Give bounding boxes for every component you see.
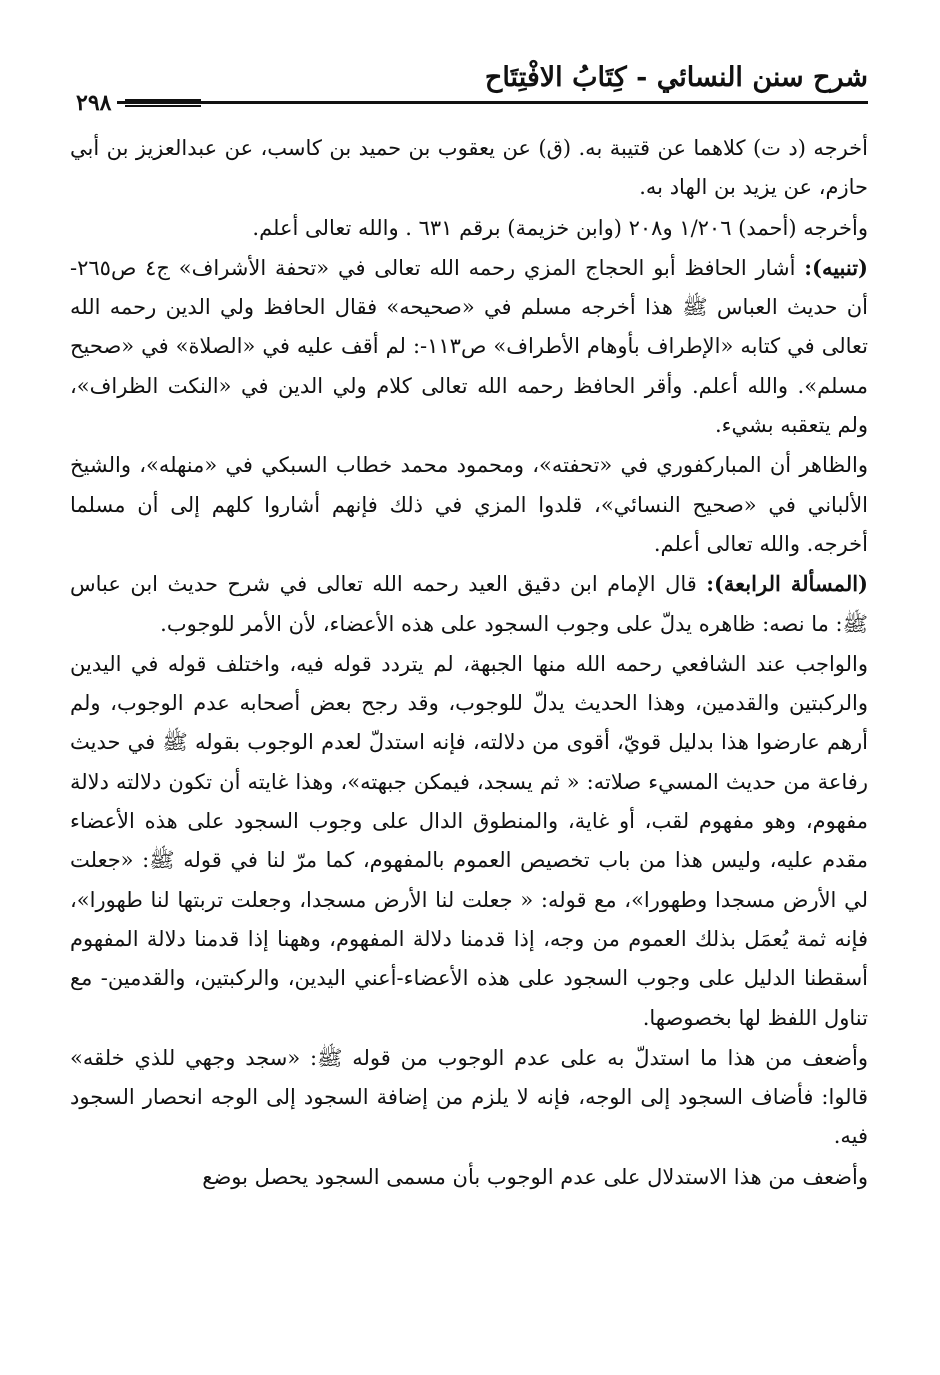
- paragraph-5-text: قال الإمام ابن دقيق العيد رحمه الله تعالى في شرح حديث ابن عباس ﷺ: ما نصه: ظاهره يدلّ على وجوب السجود على هذه الأعضاء، لأن الأمر للوجوب.: [70, 572, 868, 636]
- page-number-rules: [125, 95, 201, 111]
- paragraph-6-text: والواجب عند الشافعي رحمه الله منها الجبهة، لم يتردد قوله فيه، واختلف قوله في اليدين والركبتين والقدمين، وهذا الحديث يدلّ للوجوب، وقد رجح بعض أصحابه عدم الوجوب، ولم أرهم عارضوا هذا بدليل قويّ، أقوى من دلالته، فإنه استدلّ لعدم الوجوب بقوله ﷺ في حديث رفاعة من حديث المسيء صلاته: « ثم يسجد، فيمكن جبهته»، وهذا غايته أن تكون دلالته دلالة مفهوم، وهو مفهوم لقب، أو غاية، والمنطوق الدال على وجوب السجود على هذه الأعضاء مقدم عليه، وليس هذا من باب تخصيص العموم بالمفهوم، كما مرّ لنا في قوله ﷺ: «جعلت لي الأرض مسجدا وطهورا»، مع قوله: « جعلت لنا الأرض مسجدا، وجعلت تربتها لنا طهورا»، فإنه ثمة يُعمَل بذلك العموم من وجه، إذا قدمنا دلالة المفهوم، وههنا إذا قدمنا دلالة المفهوم أسقطنا الدليل على وجوب السجود على هذه الأعضاء-أعني اليدين، والركبتين، والقدمين- مع تناول اللفظ لها بخصوصها.: [70, 651, 868, 1030]
- page-header: [70, 58, 868, 118]
- paragraph-7: [70, 1038, 868, 1157]
- body-text: [70, 128, 868, 1197]
- paragraph-5-lead: (المسألة الرابعة):: [706, 571, 868, 597]
- paragraph-3-text: أشار الحافظ أبو الحجاج المزي رحمه الله تعالى في «تحفة الأشراف» ج٤ ص٢٦٥- أن حديث العباس ﷺ هذا أخرجه مسلم في «صحيحه» فقال الحافظ ولي الدين رحمه الله تعالى في كتابه «الإطراف بأوهام الأطراف» ص١١٣-: لم أقف عليه في «الصلاة» في «صحيح مسلم». والله أعلم. وأقر الحافظ رحمه الله تعالى كلام ولي الدين في «النكت الظراف»، ولم يتعقبه بشيء.: [70, 255, 868, 438]
- paragraph-4: [70, 445, 868, 564]
- paragraph-1: [70, 128, 868, 208]
- page-number-block: [70, 90, 201, 116]
- paragraph-2-text: وأخرجه (أحمد) ١/٢٠٦ و٢٠٨ (وابن خزيمة) برقم ٦٣١ . والله تعالى أعلم.: [252, 215, 868, 240]
- running-title: شرح سنن النسائي - كِتَابُ الافْتِتَاح: [484, 62, 868, 93]
- paragraph-3: [70, 248, 868, 445]
- paragraph-4-text: والظاهر أن المباركفوري في «تحفته»، ومحمود محمد خطاب السبكي في «منهله»، والشيخ الألباني في «صحيح النسائي»، قلدوا المزي في ذلك فإنهم أشاروا كلهم إلى أن مسلما أخرجه. والله تعالى أعلم.: [70, 453, 868, 556]
- paragraph-5: [70, 564, 868, 644]
- paragraph-3-lead: (تنبيه):: [804, 254, 868, 280]
- paragraph-1-text: أخرجه (د ت) كلاهما عن قتيبة به. (ق) عن يعقوب بن حميد بن كاسب، عن عبدالعزيز بن أبي حازم، عن يزيد بن الهاد به.: [70, 136, 868, 200]
- paragraph-7-text: وأضعف من هذا ما استدلّ به على عدم الوجوب من قوله ﷺ: «سجد وجهي للذي خلقه» قالوا: فأضاف السجود إلى الوجه، فإنه لا يلزم من إضافة السجود إلى الوجه انحصار السجود فيه.: [70, 1045, 868, 1149]
- paragraph-8: [70, 1157, 868, 1197]
- paragraph-8-text: وأضعف من هذا الاستدلال على عدم الوجوب بأن مسمى السجود يحصل بوضع: [202, 1164, 868, 1189]
- paragraph-2: [70, 208, 868, 248]
- paragraph-6: [70, 644, 868, 1038]
- page-number: ٢٩٨: [70, 90, 117, 116]
